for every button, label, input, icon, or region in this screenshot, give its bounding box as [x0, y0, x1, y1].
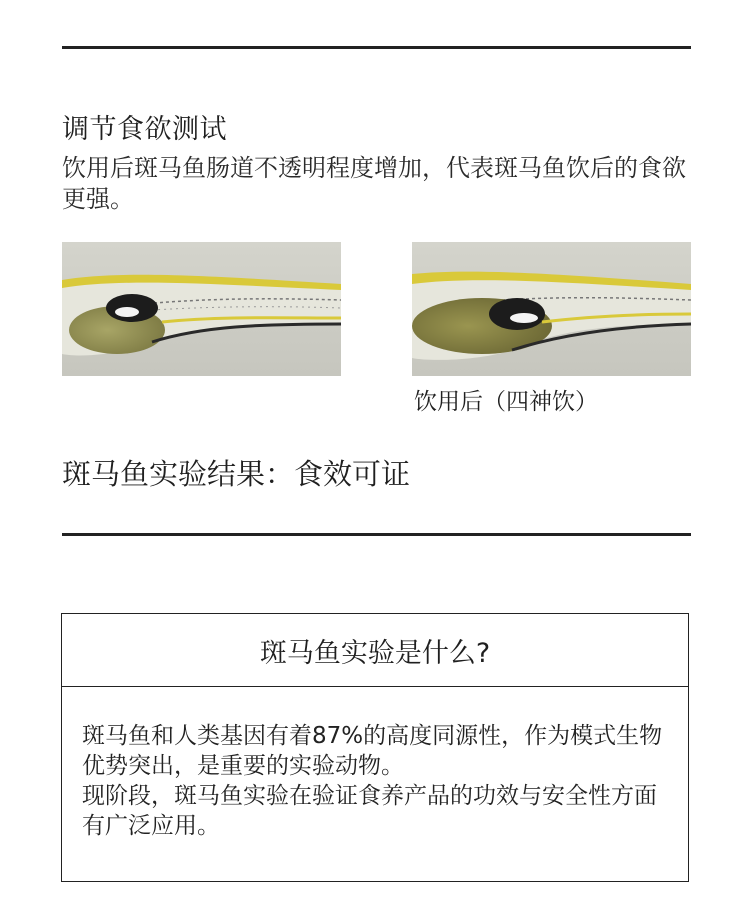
info-paragraph: 斑马鱼和人类基因有着87%的高度同源性，作为模式生物优势突出，是重要的实验动物。 [82, 723, 663, 779]
info-box-title: 斑马鱼实验是什么? [62, 614, 688, 687]
info-paragraph: 现阶段，斑马鱼实验在验证食养产品的功效与安全性方面有广泛应用。 [82, 783, 657, 839]
after-image-caption: 饮用后（四神饮） [414, 389, 598, 415]
zebrafish-photo-after [412, 242, 691, 376]
top-divider [62, 46, 691, 49]
middle-divider [62, 533, 691, 536]
experiment-result: 斑马鱼实验结果：食效可证 [62, 457, 411, 491]
info-box [61, 613, 689, 882]
section-description: 饮用后斑马鱼肠道不透明程度增加，代表斑马鱼饮后的食欲更强。 [62, 154, 686, 213]
zebrafish-photo-before [62, 242, 341, 376]
info-box-body [62, 687, 688, 841]
section-heading: 调节食欲测试 [62, 114, 227, 145]
